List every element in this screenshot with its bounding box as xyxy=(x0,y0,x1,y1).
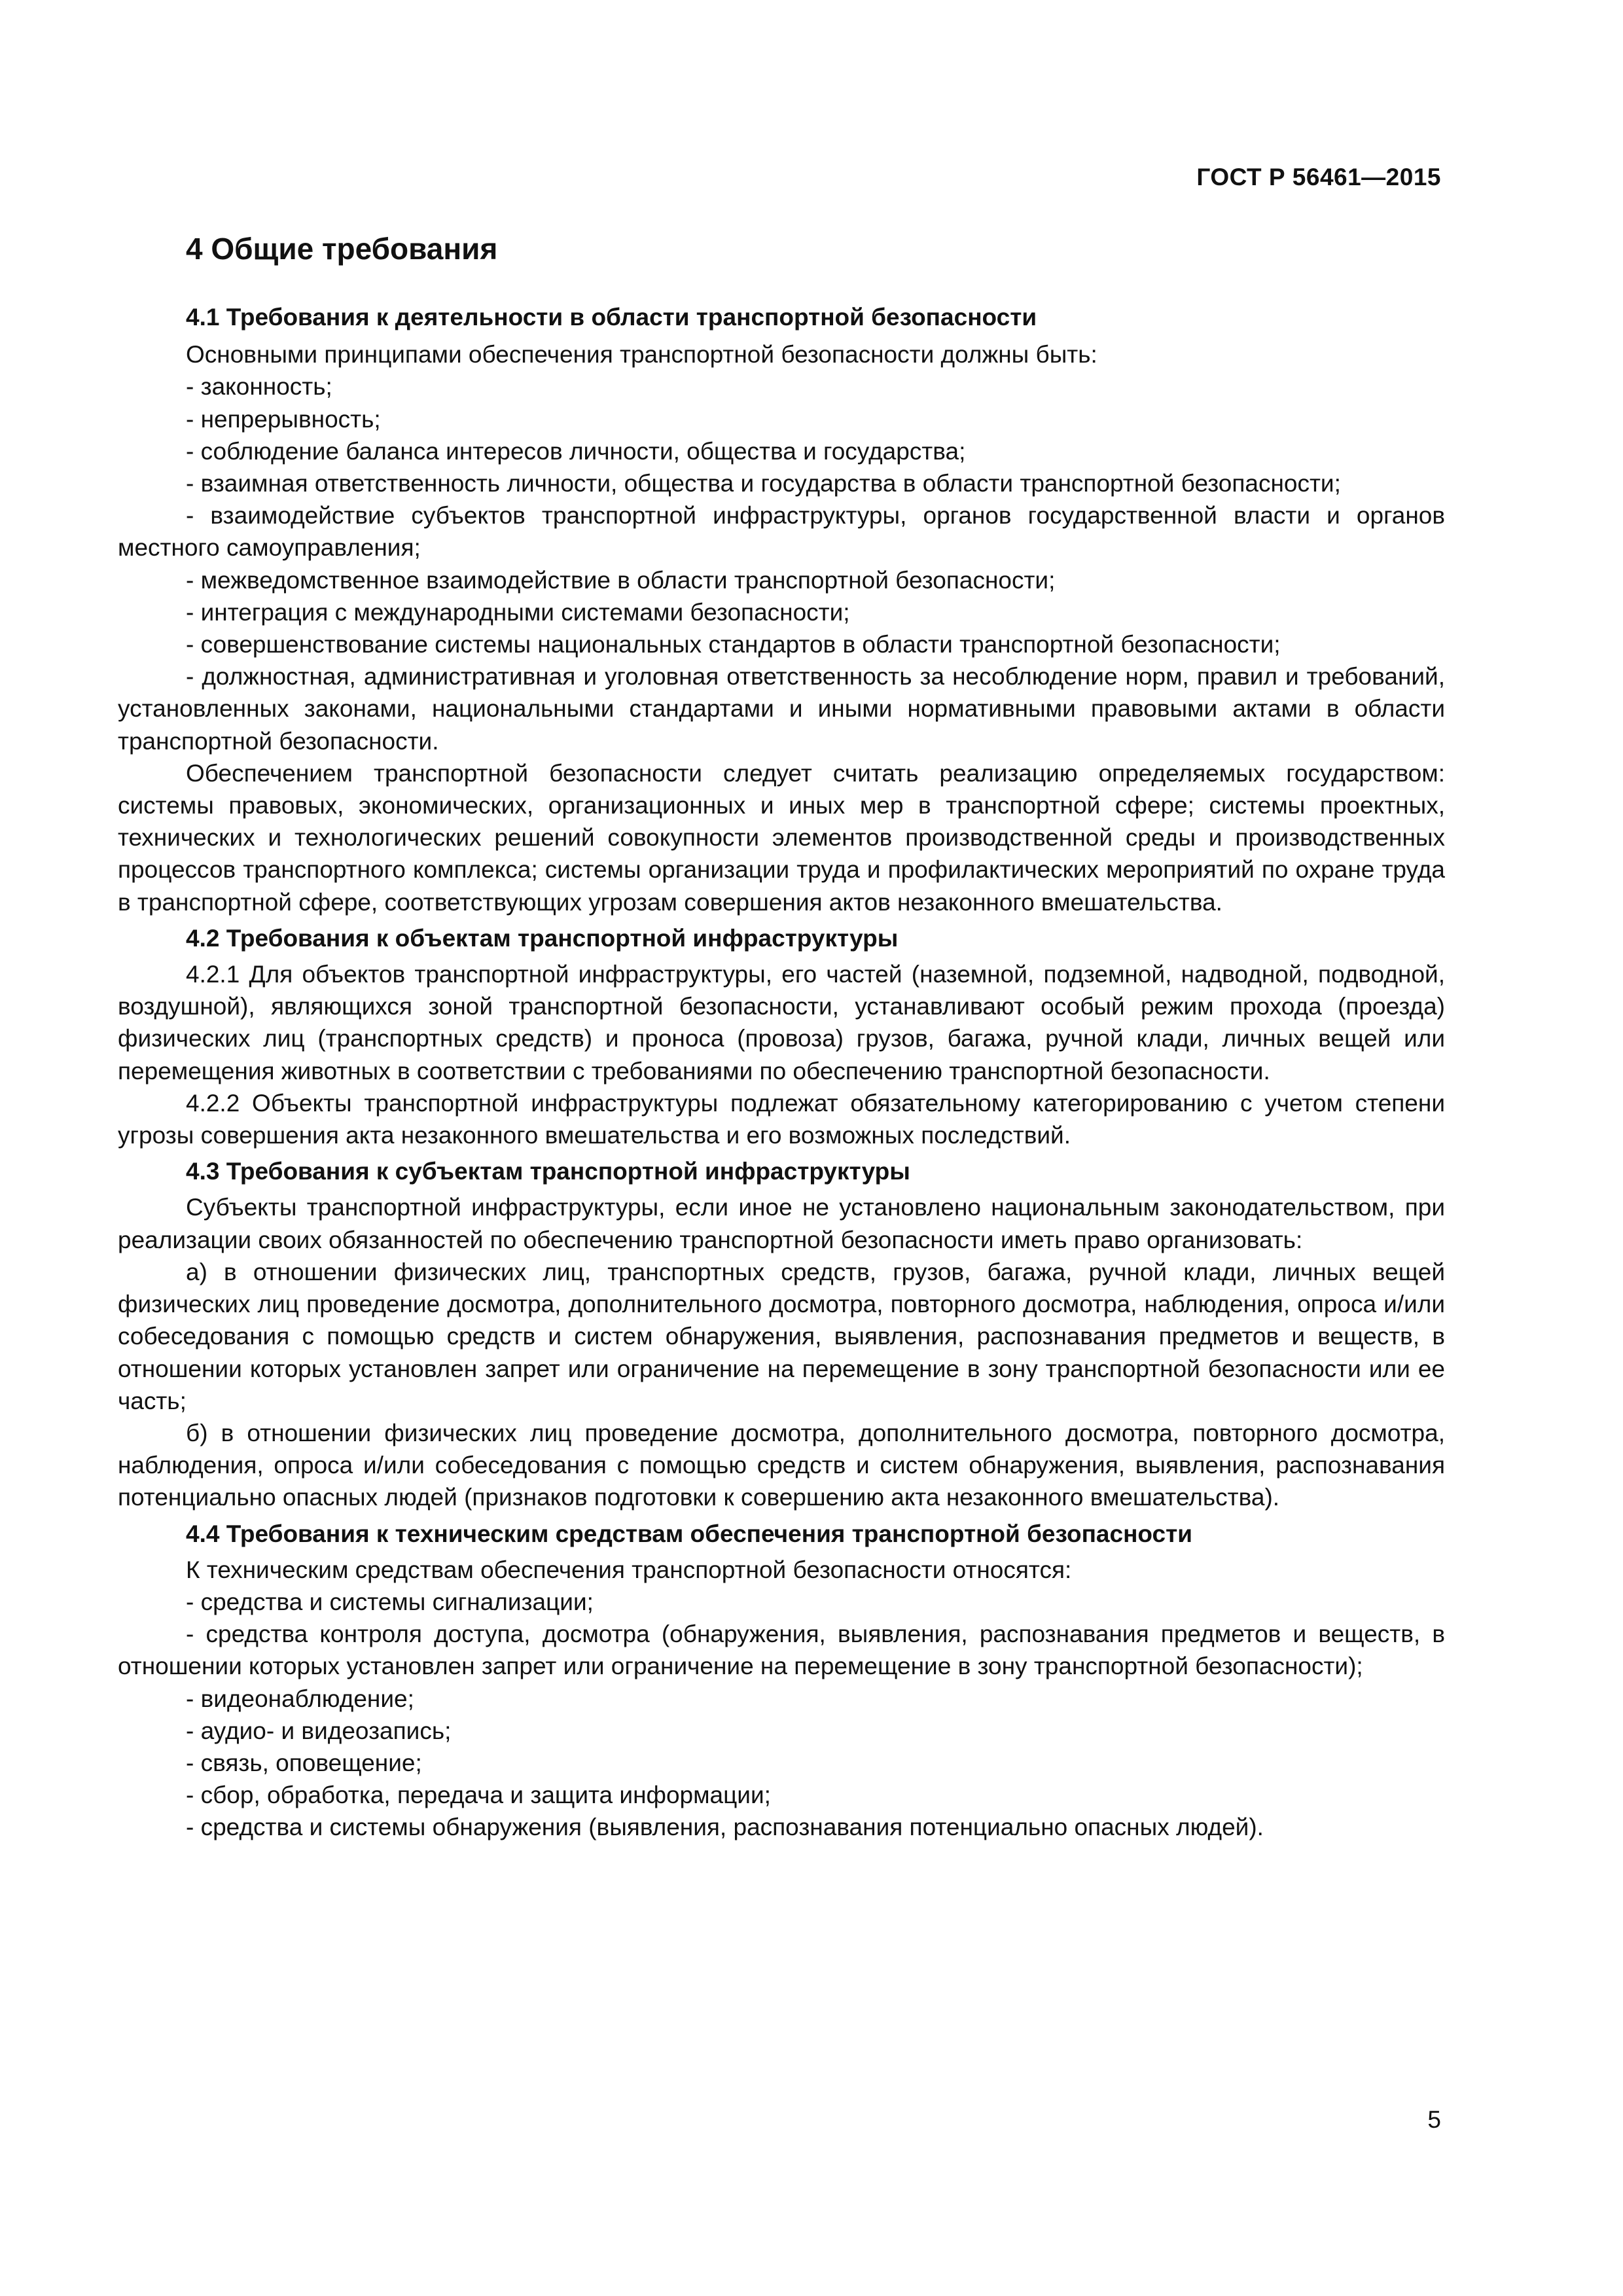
section-title: 4 Общие требования xyxy=(186,232,498,266)
list-item: - интеграция с международными системами безопасности; xyxy=(186,598,850,626)
list-item: - видеонаблюдение; xyxy=(186,1685,414,1712)
list-item: - взаимная ответственность личности, общества и государства в области транспортной безопасности; xyxy=(186,470,1341,497)
list-item: - средства и системы обнаружения (выявления, распознавания потенциально опасных людей). xyxy=(186,1814,1264,1841)
subsection-title-4-4: 4.4 Требования к техническим средствам обеспечения транспортной безопасности xyxy=(186,1520,1192,1547)
list-item: - аудио- и видеозапись; xyxy=(186,1717,452,1744)
list-item: б) в отношении физических лиц проведение досмотра, дополнительного досмотра, повторного досмотра, наблюдения, опроса и/или собеседования с помощью средств и систем обнаружения, выявления, распознавания потенциально опасных людей (признаков подготовки к совершению акта незаконного вмешательства). xyxy=(118,1419,1445,1511)
paragraph: Основными принципами обеспечения транспортной безопасности должны быть: xyxy=(186,341,1097,368)
list-item: - соблюдение баланса интересов личности, общества и государства; xyxy=(186,437,966,465)
list-item: - межведомственное взаимодействие в области транспортной безопасности; xyxy=(186,566,1056,594)
paragraph: Обеспечением транспортной безопасности следует считать реализацию определяемых государством: системы правовых, экономических, организационных и иных мер в транспортной сфере; системы проектных, технических и технологических решений совокупности элементов производственной среды и производственных процессов транспортного комплекса; системы организации труда и профилактических мероприятий по охране труда в транспортной сфере, соответствующих угрозам совершения актов незаконного вмешательства. xyxy=(118,759,1445,916)
list-item: - законность; xyxy=(186,373,332,401)
list-item: - взаимодействие субъектов транспортной инфраструктуры, органов государственной власти и органов местного самоуправления; xyxy=(118,502,1445,562)
page-content xyxy=(118,229,1445,1844)
subsection-title-4-2: 4.2 Требования к объектам транспортной инфраструктуры xyxy=(186,924,899,952)
paragraph: К техническим средствам обеспечения транспортной безопасности относятся: xyxy=(186,1556,1072,1583)
list-item: - средства контроля доступа, досмотра (обнаружения, выявления, распознавания предметов и веществ, в отношении которых установлен запрет или ограничение на перемещение в зону транспортной безопасности); xyxy=(118,1621,1445,1680)
paragraph: 4.2.1 Для объектов транспортной инфраструктуры, его частей (наземной, подземной, надводной, подводной, воздушной), являющихся зоной транспортной безопасности, устанавливают особый режим прохода (проезда) физических лиц (транспортных средств) и проноса (провоза) грузов, багажа, ручной клади, личных вещей или перемещения животных в соответствии с требованиями по обеспечению транспортной безопасности. xyxy=(118,961,1445,1085)
list-item: а) в отношении физических лиц, транспортных средств, грузов, багажа, ручной клади, личных вещей физических лиц проведение досмотра, дополнительного досмотра, повторного досмотра, наблюдения, опроса и/или собеседования с помощью средств и систем обнаружения, выявления, распознавания предметов и веществ, в отношении которых установлен запрет или ограничение на перемещение в зону транспортной безопасности или ее часть; xyxy=(118,1258,1445,1414)
list-item: - совершенствование системы национальных стандартов в области транспортной безопасности; xyxy=(186,631,1281,658)
paragraph: 4.2.2 Объекты транспортной инфраструктуры подлежат обязательному категорированию с учетом степени угрозы совершения акта незаконного вмешательства и его возможных последствий. xyxy=(118,1089,1445,1149)
list-item: - должностная, административная и уголовная ответственность за несоблюдение норм, правил и требований, установленных законами, национальными стандартами и иными нормативными правовыми актами в области транспортной безопасности. xyxy=(118,663,1445,755)
paragraph: Субъекты транспортной инфраструктуры, если иное не установлено национальным законодательством, при реализации своих обязанностей по обеспечению транспортной безопасности иметь право организовать: xyxy=(118,1194,1445,1253)
list-item: - связь, оповещение; xyxy=(186,1749,422,1776)
subsection-title-4-3: 4.3 Требования к субъектам транспортной инфраструктуры xyxy=(186,1158,910,1185)
subsection-title-4-1: 4.1 Требования к деятельности в области транспортной безопасности xyxy=(186,304,1037,331)
list-item: - непрерывность; xyxy=(186,405,381,433)
list-item: - средства и системы сигнализации; xyxy=(186,1588,594,1615)
page-number: 5 xyxy=(1427,2106,1441,2133)
list-item: - сбор, обработка, передача и защита информации; xyxy=(186,1782,771,1809)
document-code: ГОСТ Р 56461—2015 xyxy=(1196,164,1441,190)
